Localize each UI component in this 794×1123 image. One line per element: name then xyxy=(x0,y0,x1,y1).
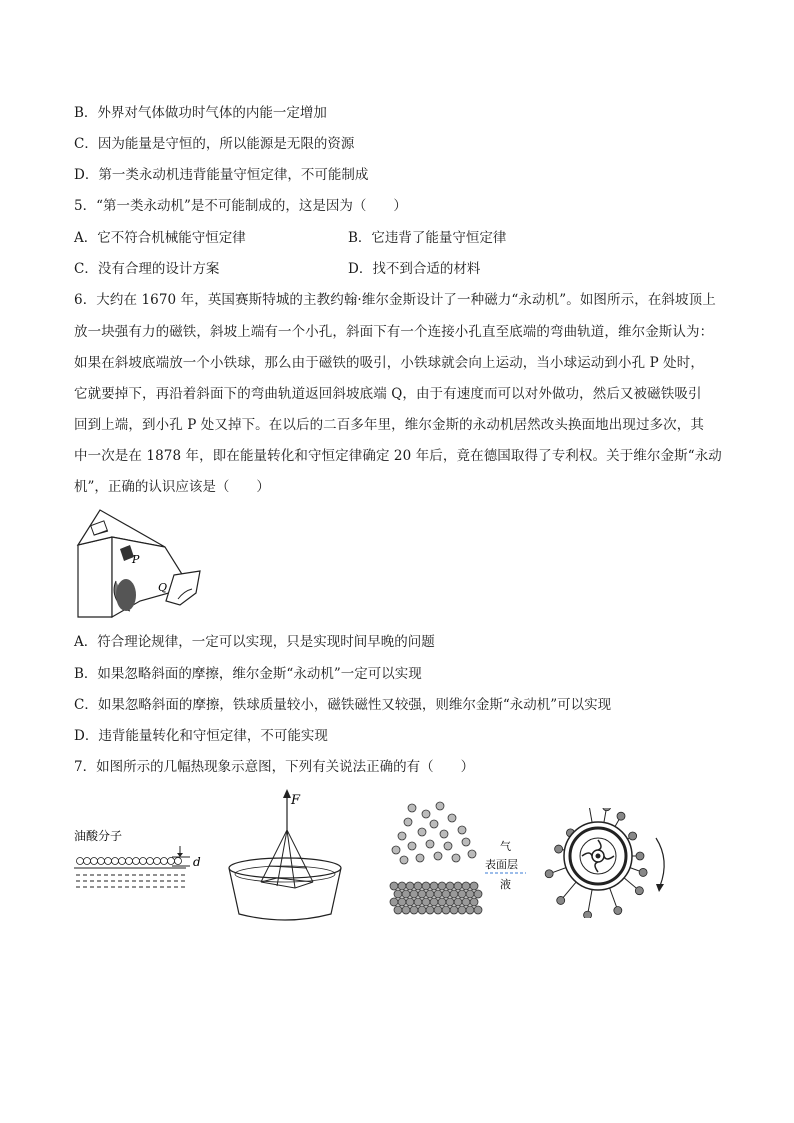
liquid-molecule xyxy=(442,906,450,914)
gas-molecule xyxy=(416,854,424,862)
q6-stem-line-7: 机”，正确的认识应该是（ ） xyxy=(74,479,270,495)
gas-molecule xyxy=(398,832,406,840)
q4-option-c: C．因为能量是守恒的，所以能源是无限的资源 xyxy=(74,136,355,152)
oil-film-figure xyxy=(70,820,210,890)
liquid-molecule xyxy=(426,890,434,898)
q6-option-c: C．如果忽略斜面的摩擦，铁球质量较小，磁铁磁性又较强，则维尔金斯“永动机”可以实现 xyxy=(74,697,612,713)
liquid-molecule xyxy=(434,890,442,898)
liquid-molecule xyxy=(474,906,482,914)
liquid-molecule xyxy=(438,882,446,890)
liquid-molecule xyxy=(470,898,478,906)
spoke-ball xyxy=(639,868,647,876)
liquid-molecule xyxy=(474,890,482,898)
gas-molecule xyxy=(458,826,466,834)
oil-molecule xyxy=(175,858,182,865)
spoke-ball xyxy=(617,812,625,820)
gas-molecule xyxy=(440,830,448,838)
oil-molecule xyxy=(84,858,91,865)
gas-molecule xyxy=(426,840,434,848)
liquid-molecule xyxy=(422,882,430,890)
liquid-molecule xyxy=(390,882,398,890)
q6-stem-line-5: 回到上端，到小孔 P 处又掉下。在以后的二百多年里，维尔金斯的永动机居然改头换面地出现过多次，其 xyxy=(74,417,704,433)
spoke-ball xyxy=(545,870,553,878)
liquid-molecule xyxy=(462,882,470,890)
oil-molecule xyxy=(161,858,168,865)
q6-stem-line-6: 中一次是在 1878 年，即在能量转化和守恒定律确定 20 年后，竟在德国取得了专利权。关于维尔金斯“永动 xyxy=(74,448,722,464)
liquid-molecule xyxy=(406,898,414,906)
spoke-ball xyxy=(635,887,643,895)
liquid-molecule xyxy=(394,906,402,914)
q6-stem-line-3: 如果在斜坡底端放一个小铁球，那么由于磁铁的吸引，小铁球就会向上运动，当小球运动到小孔 P 处时， xyxy=(74,355,704,371)
q5-option-c: C．没有合理的设计方案 xyxy=(74,261,220,277)
q5-stem: 5．“第一类永动机”是不可能制成的，这是因为（ ） xyxy=(74,198,407,214)
force-f-label: F xyxy=(291,793,301,808)
liquid-molecule xyxy=(426,906,434,914)
gas-molecule xyxy=(434,852,442,860)
liquid-molecule xyxy=(418,906,426,914)
gas-molecule xyxy=(408,842,416,850)
q4-option-b: B．外界对气体做功时气体的内能一定增加 xyxy=(74,105,327,121)
liquid-molecule xyxy=(414,882,422,890)
liquid-molecule xyxy=(406,882,414,890)
gas-molecule xyxy=(468,850,476,858)
perpetual-motion-figure xyxy=(70,505,210,623)
oil-molecule xyxy=(126,858,133,865)
oil-molecule-label: 油酸分子 xyxy=(74,829,123,843)
liquid-molecule xyxy=(446,882,454,890)
liquid-molecule xyxy=(390,898,398,906)
liquid-molecule xyxy=(414,898,422,906)
label-q: Q xyxy=(158,581,168,594)
oil-molecule xyxy=(105,858,112,865)
gas-molecule xyxy=(404,818,412,826)
q6-stem-line-4: 它就要掉下，再沿着斜面下的弯曲轨道返回斜坡底端 Q，由于有速度而可以对外做功，然后又被磁铁吸引 xyxy=(74,386,702,402)
label-p: P xyxy=(132,553,140,566)
oil-molecule xyxy=(119,858,126,865)
gas-molecule xyxy=(400,856,408,864)
liquid-molecule xyxy=(462,898,470,906)
liquid-molecule xyxy=(454,898,462,906)
q7-stem: 7．如图所示的几幅热现象示意图，下列有关说法正确的有（ ） xyxy=(74,759,475,775)
gas-molecule xyxy=(430,820,438,828)
liquid-label: 液 xyxy=(500,878,511,891)
q5-option-b: B．它违背了能量守恒定律 xyxy=(348,230,507,246)
liquid-molecule xyxy=(422,898,430,906)
liquid-molecule xyxy=(430,882,438,890)
q4-option-d: D．第一类永动机违背能量守恒定律，不可能制成 xyxy=(74,167,369,183)
q5-option-d: D．找不到合适的材料 xyxy=(348,261,481,277)
liquid-molecule xyxy=(466,906,474,914)
liquid-molecule xyxy=(402,890,410,898)
liquid-molecule xyxy=(418,890,426,898)
gas-molecule xyxy=(436,802,444,810)
liquid-molecule xyxy=(438,898,446,906)
gas-molecules xyxy=(392,802,476,864)
liquid-molecule xyxy=(458,906,466,914)
spoke-ball xyxy=(629,832,637,840)
gas-molecule xyxy=(392,846,400,854)
spoke-ball xyxy=(614,907,622,915)
q6-stem-line-2: 放一块强有力的磁铁，斜坡上端有一个小孔，斜面下有一个连接小孔直至底端的弯曲轨道，维尔金斯认为： xyxy=(74,324,714,340)
oil-molecule-row xyxy=(77,858,182,865)
gas-molecule xyxy=(444,842,452,850)
liquid-molecule xyxy=(398,898,406,906)
spoke-ball xyxy=(557,896,565,904)
oil-molecule xyxy=(77,858,84,865)
gas-molecule xyxy=(408,804,416,812)
q6-option-a: A．符合理论规律，一定可以实现，只是实现时间早晚的问题 xyxy=(74,634,435,650)
oil-molecule xyxy=(91,858,98,865)
gas-label: 气 xyxy=(500,840,511,853)
oil-molecule xyxy=(154,858,161,865)
gas-molecule xyxy=(462,838,470,846)
spoke-ball xyxy=(636,852,644,860)
liquid-molecule xyxy=(410,906,418,914)
liquid-molecule xyxy=(450,890,458,898)
surface-layer-label: 表面层 xyxy=(485,858,518,871)
oil-molecule xyxy=(147,858,154,865)
liquid-molecule xyxy=(450,906,458,914)
q6-option-d: D．违背能量转化和守恒定律，不可能实现 xyxy=(74,728,328,744)
liquid-molecule xyxy=(410,890,418,898)
oil-molecule xyxy=(112,858,119,865)
liquid-molecule xyxy=(430,898,438,906)
gas-molecule xyxy=(452,854,460,862)
liquid-molecule xyxy=(442,890,450,898)
oil-molecule xyxy=(140,858,147,865)
pyramid-frame-figure xyxy=(225,786,345,926)
liquid-molecule xyxy=(470,882,478,890)
liquid-molecule xyxy=(446,898,454,906)
liquid-molecule xyxy=(458,890,466,898)
molecular-wheel-figure xyxy=(538,808,688,918)
surface-layer-figure xyxy=(382,800,552,918)
liquid-molecule xyxy=(402,906,410,914)
oil-molecule xyxy=(168,858,175,865)
liquid-molecules xyxy=(390,882,482,914)
liquid-molecule xyxy=(466,890,474,898)
liquid-molecule xyxy=(434,906,442,914)
spoke-ball xyxy=(584,911,592,918)
q6-stem-line-1: 6．大约在 1670 年，英国赛斯特城的主教约翰·维尔金斯设计了一种磁力“永动机”。如图所示，在斜坡顶上 xyxy=(74,292,716,308)
gas-molecule xyxy=(418,828,426,836)
gas-molecule xyxy=(422,810,430,818)
q5-option-a: A．它不符合机械能守恒定律 xyxy=(74,230,246,246)
liquid-molecule xyxy=(394,890,402,898)
gas-molecule xyxy=(448,814,456,822)
q6-option-b: B．如果忽略斜面的摩擦，维尔金斯“永动机”一定可以实现 xyxy=(74,666,422,682)
spoke-ball xyxy=(555,845,563,853)
oil-molecule xyxy=(98,858,105,865)
thickness-d-label: d xyxy=(193,855,201,869)
spoke-ball xyxy=(603,808,611,811)
liquid-molecule xyxy=(398,882,406,890)
oil-molecule xyxy=(133,858,140,865)
liquid-molecule xyxy=(454,882,462,890)
